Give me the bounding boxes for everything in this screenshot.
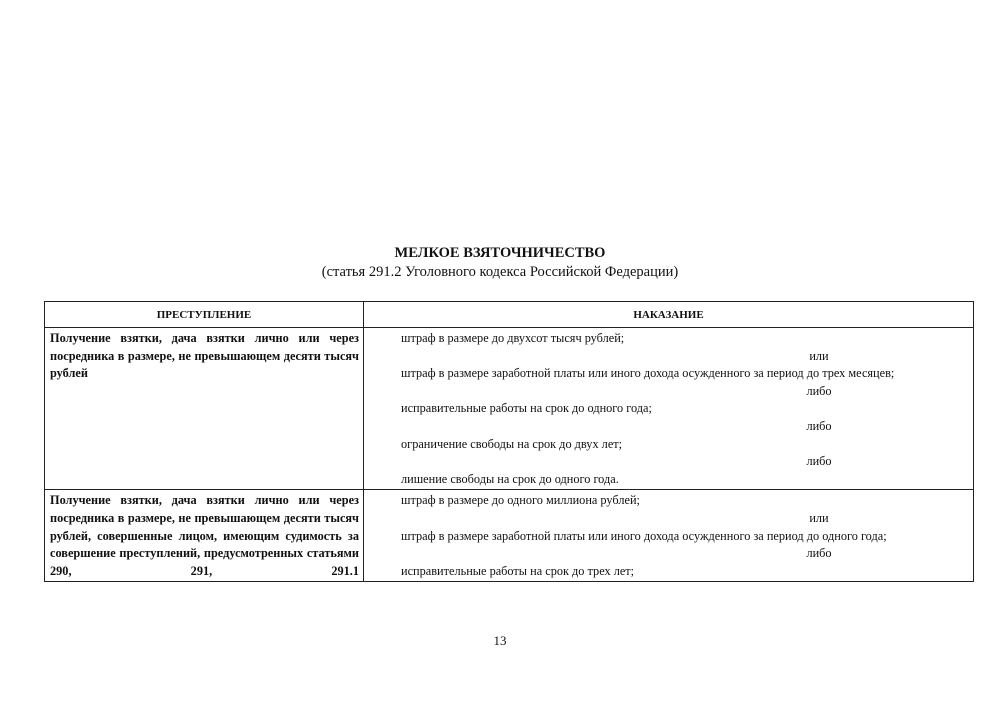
- title-block: [0, 244, 1000, 282]
- penalty-table: [44, 301, 974, 582]
- crime-cell: Получение взятки, дача взятки лично или через посредника в размере, не превышающем десяти тысяч рублей: [45, 328, 364, 490]
- punishment-separator: либо: [806, 546, 832, 561]
- punishment-line: ограничение свободы на срок до двух лет;: [401, 436, 623, 451]
- header-punishment: НАКАЗАНИЕ: [364, 302, 974, 328]
- punishment-line: исправительные работы на срок до одного года;: [401, 401, 652, 416]
- punishment-separator: либо: [806, 454, 832, 469]
- table-row: [45, 328, 974, 490]
- punishment-separator: или: [809, 348, 829, 363]
- header-crime: ПРЕСТУПЛЕНИЕ: [45, 302, 364, 328]
- punishment-line: штраф в размере заработной платы или иного дохода осужденного за период до одного года;: [401, 528, 887, 543]
- punishment-line: штраф в размере до двухсот тысяч рублей;: [401, 331, 625, 345]
- punishment-separator: либо: [806, 418, 832, 433]
- punishment-separator: или: [809, 510, 829, 525]
- punishment-line: штраф в размере заработной платы или иного дохода осужденного за период до трех месяцев;: [401, 366, 895, 381]
- document-subtitle: (статья 291.2 Уголовного кодекса Российской Федерации): [321, 264, 679, 280]
- document-title: МЕЛКОЕ ВЗЯТОЧНИЧЕСТВО: [394, 245, 606, 261]
- punishment-line: исправительные работы на срок до трех лет;: [401, 563, 635, 578]
- page-number: 13: [493, 633, 507, 648]
- table-header-row: [45, 302, 974, 328]
- punishment-line: штраф в размере до одного миллиона рублей;: [401, 493, 640, 508]
- punishment-cell: [364, 328, 974, 490]
- punishment-cell: [364, 490, 974, 582]
- crime-cell: Получение взятки, дача взятки лично или через посредника в размере, не превышающем десяти тысяч рублей, совершенные лицом, имеющим судимость за совершение преступлений, предусмотренных статьями 290, 291, 291.1: [45, 490, 364, 582]
- table-row: [45, 490, 974, 582]
- punishment-separator: либо: [806, 383, 832, 398]
- punishment-line: лишение свободы на срок до одного года.: [401, 471, 619, 486]
